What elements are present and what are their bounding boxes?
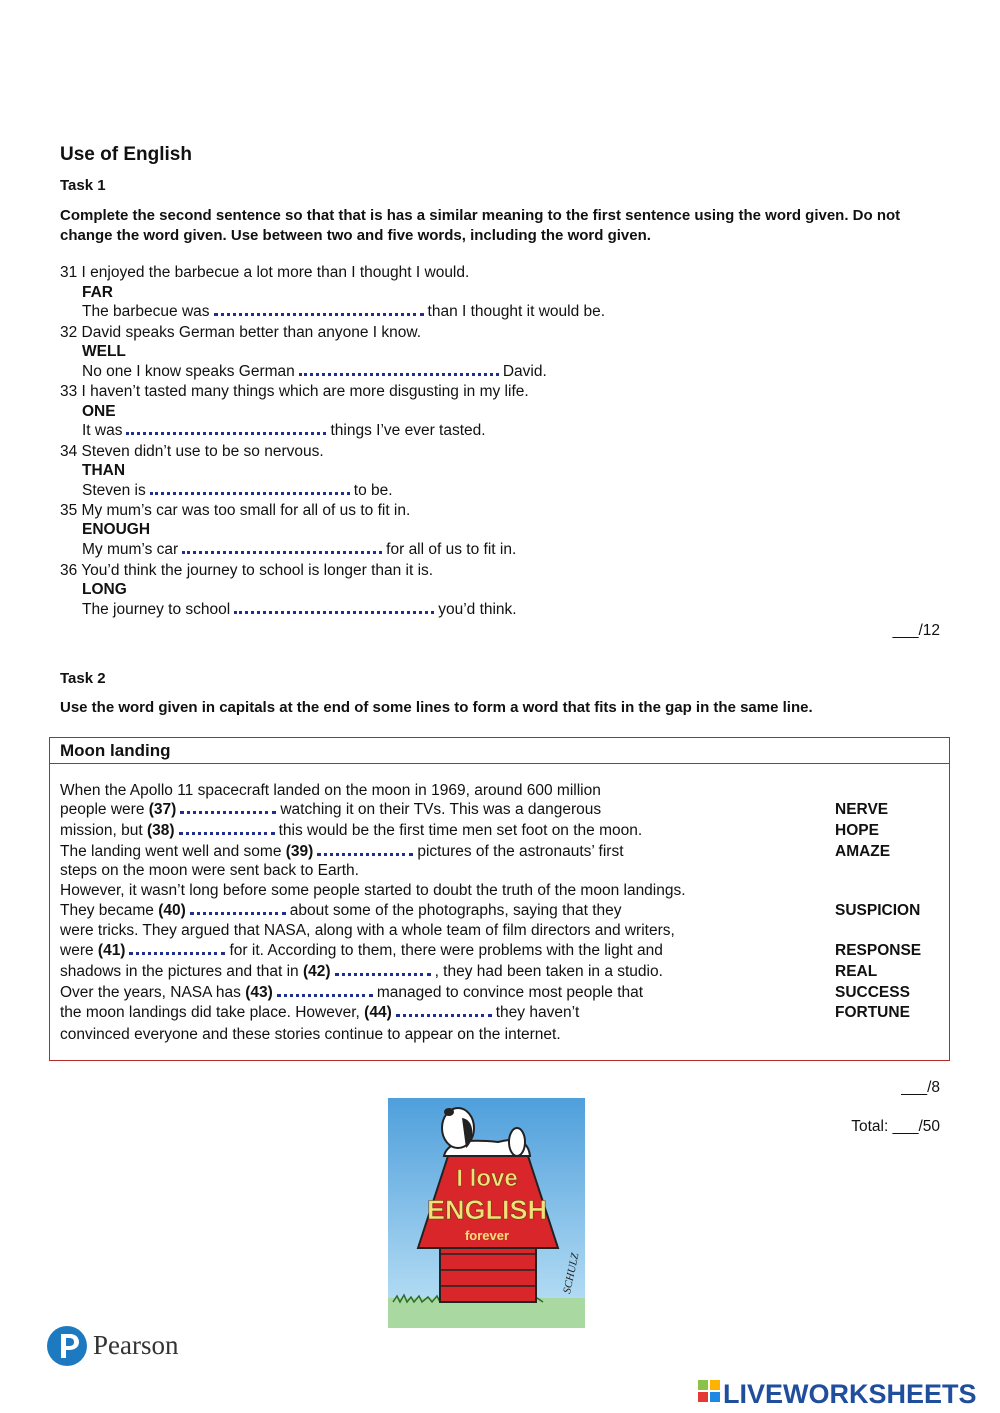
line-text: convinced everyone and these stories continue to appear on the internet. — [60, 1026, 561, 1043]
text-line-44 — [60, 1004, 579, 1022]
item-33-gap[interactable] — [126, 422, 326, 435]
moon-landing-header — [50, 738, 949, 764]
text-line-43 — [60, 984, 643, 1002]
item-34-before: Steven is — [82, 482, 146, 499]
task2-heading: Task 2 — [60, 670, 106, 687]
item-32-after: David. — [502, 363, 547, 380]
gap-40[interactable] — [190, 902, 286, 915]
line-text: However, it wasn’t long before some people started to doubt the truth of the moon landings. — [60, 882, 686, 899]
task1-score: ___/12 — [892, 622, 940, 639]
gap-44[interactable] — [396, 1004, 492, 1017]
word-hope: HOPE — [835, 822, 879, 839]
word-real: REAL — [835, 963, 878, 980]
gap-38[interactable] — [179, 822, 275, 835]
moon-landing-box — [49, 737, 950, 1061]
item-31-after: than I thought it would be. — [427, 303, 606, 320]
line-text: When the Apollo 11 spacecraft landed on the moon in 1969, around 600 million — [60, 782, 601, 799]
gap-number-44: (44) — [364, 1004, 392, 1021]
item-34-gap[interactable] — [150, 482, 350, 495]
text-line-8 — [60, 922, 675, 940]
liveworksheets-icon — [697, 1376, 997, 1408]
gap-43[interactable] — [277, 984, 373, 997]
task2-instructions: Use the word given in capitals at the end of some lines to form a word that fits in the gap in the same line. — [60, 699, 813, 716]
cartoon-text-line2: ENGLISH — [426, 1195, 548, 1225]
item-33-answer-line — [82, 422, 486, 440]
text-line-1 — [60, 782, 601, 800]
item-31-before: The barbecue was — [82, 303, 210, 320]
text-line-38 — [60, 822, 642, 840]
line-text: pictures of the astronauts’ first — [417, 843, 624, 860]
liveworksheets-wordmark: LIVEWORKSHEETS — [723, 1379, 977, 1408]
text-line-41 — [60, 942, 663, 960]
line-text: about some of the photographs, saying that they — [289, 902, 622, 919]
snoopy-cartoon — [388, 1098, 585, 1328]
word-nerve: NERVE — [835, 801, 889, 818]
line-text: steps on the moon were sent back to Earth. — [60, 862, 359, 879]
item-32-keyword: WELL — [82, 343, 126, 360]
item-33-sentence: 33 I haven’t tasted many things which are more disgusting in my life. — [60, 383, 529, 400]
task1-heading: Task 1 — [60, 177, 106, 194]
item-32-before: No one I know speaks German — [82, 363, 295, 380]
item-34-after: to be. — [353, 482, 393, 499]
line-text: were — [60, 942, 98, 959]
gap-number-40: (40) — [158, 902, 186, 919]
item-35-answer-line — [82, 541, 516, 559]
line-text: the moon landings did take place. However, — [60, 1004, 365, 1021]
line-text: for it. According to them, there were problems with the light and — [229, 942, 663, 959]
gap-number-37: (37) — [148, 801, 177, 818]
pearson-logo — [47, 1322, 197, 1375]
item-31-sentence: 31 I enjoyed the barbecue a lot more than I thought I would. — [60, 264, 470, 281]
item-32-gap[interactable] — [299, 363, 499, 376]
word-suspicion: SUSPICION — [835, 902, 921, 919]
gap-42[interactable] — [335, 963, 431, 976]
item-35-after: for all of us to fit in. — [386, 541, 517, 558]
moon-landing-title: Moon landing — [60, 741, 171, 760]
item-36-before: The journey to school — [82, 601, 231, 618]
item-31-answer-line — [82, 303, 605, 321]
gap-number-39: (39) — [285, 843, 314, 860]
gap-number-38: (38) — [147, 822, 175, 839]
gap-37[interactable] — [180, 801, 276, 814]
text-line-40 — [60, 902, 622, 920]
page-title: Use of English — [60, 144, 192, 165]
gap-number-41: (41) — [97, 942, 126, 959]
text-line-5 — [60, 862, 359, 880]
item-35-before: My mum’s car — [82, 541, 179, 558]
text-line-6 — [60, 882, 686, 900]
word-fortune: FORTUNE — [835, 1004, 910, 1021]
word-amaze: AMAZE — [835, 843, 891, 860]
item-36-gap[interactable] — [234, 601, 434, 614]
item-34-keyword: THAN — [82, 462, 126, 479]
task2-score: ___/8 — [901, 1079, 940, 1096]
text-line-39 — [60, 843, 624, 861]
cartoon-text-line1: I love — [456, 1165, 518, 1192]
item-35-keyword: ENOUGH — [82, 521, 151, 538]
text-line-42 — [60, 963, 663, 981]
cartoon-illustration — [388, 1098, 585, 1328]
text-line-13 — [60, 1026, 561, 1044]
gap-41[interactable] — [129, 942, 225, 955]
text-line-37 — [60, 801, 601, 819]
cartoon-text-line3: forever — [464, 1228, 510, 1243]
line-text: They became — [60, 902, 159, 919]
line-text: shadows in the pictures and that in — [60, 963, 303, 980]
line-text: , they had been taken in a studio. — [434, 963, 663, 980]
gap-39[interactable] — [317, 843, 413, 856]
item-31-keyword: FAR — [82, 284, 113, 301]
gap-number-43: (43) — [245, 984, 273, 1001]
pearson-wordmark: Pearson — [93, 1330, 179, 1360]
item-32-answer-line — [82, 363, 547, 381]
item-34-answer-line — [82, 482, 393, 500]
cartoon-signature: SCHULZ — [561, 1252, 582, 1295]
item-32-sentence: 32 David speaks German better than anyone I know. — [60, 324, 422, 341]
line-text: were tricks. They argued that NASA, along with a whole team of film directors and writers, — [60, 922, 675, 939]
item-36-keyword: LONG — [82, 581, 127, 598]
item-36-sentence: 36 You’d think the journey to school is longer than it is. — [60, 562, 434, 579]
pearson-p-icon — [47, 1322, 197, 1370]
line-text: this would be the first time men set foot on the moon. — [278, 822, 643, 839]
item-33-after: things I’ve ever tasted. — [330, 422, 486, 439]
item-33-before: It was — [82, 422, 123, 439]
word-success: SUCCESS — [835, 984, 910, 1001]
item-31-gap[interactable] — [214, 303, 424, 316]
item-36-answer-line — [82, 601, 517, 619]
task1-instructions: Complete the second sentence so that that is has a similar meaning to the first sentence using the word given. Do not change the word given. Use between two and five words, including the word given. — [60, 207, 901, 244]
item-34-sentence: 34 Steven didn’t use to be so nervous. — [60, 443, 324, 460]
line-text: managed to convince most people that — [376, 984, 644, 1001]
total-score: Total: ___/50 — [851, 1118, 940, 1135]
line-text: The landing went well and some — [60, 843, 286, 860]
line-text: Over the years, NASA has — [60, 984, 246, 1001]
gap-number-42: (42) — [302, 963, 331, 980]
item-33-keyword: ONE — [82, 403, 116, 420]
item-36-after: you’d think. — [438, 601, 517, 618]
liveworksheets-logo — [697, 1376, 997, 1413]
item-35-sentence: 35 My mum’s car was too small for all of us to fit in. — [60, 502, 411, 519]
item-35-gap[interactable] — [182, 541, 382, 554]
line-text: watching it on their TVs. This was a dangerous — [280, 801, 602, 818]
line-text: they haven’t — [495, 1004, 580, 1021]
word-response: RESPONSE — [835, 942, 922, 959]
line-text: people were — [60, 801, 149, 818]
line-text: mission, but — [60, 822, 148, 839]
